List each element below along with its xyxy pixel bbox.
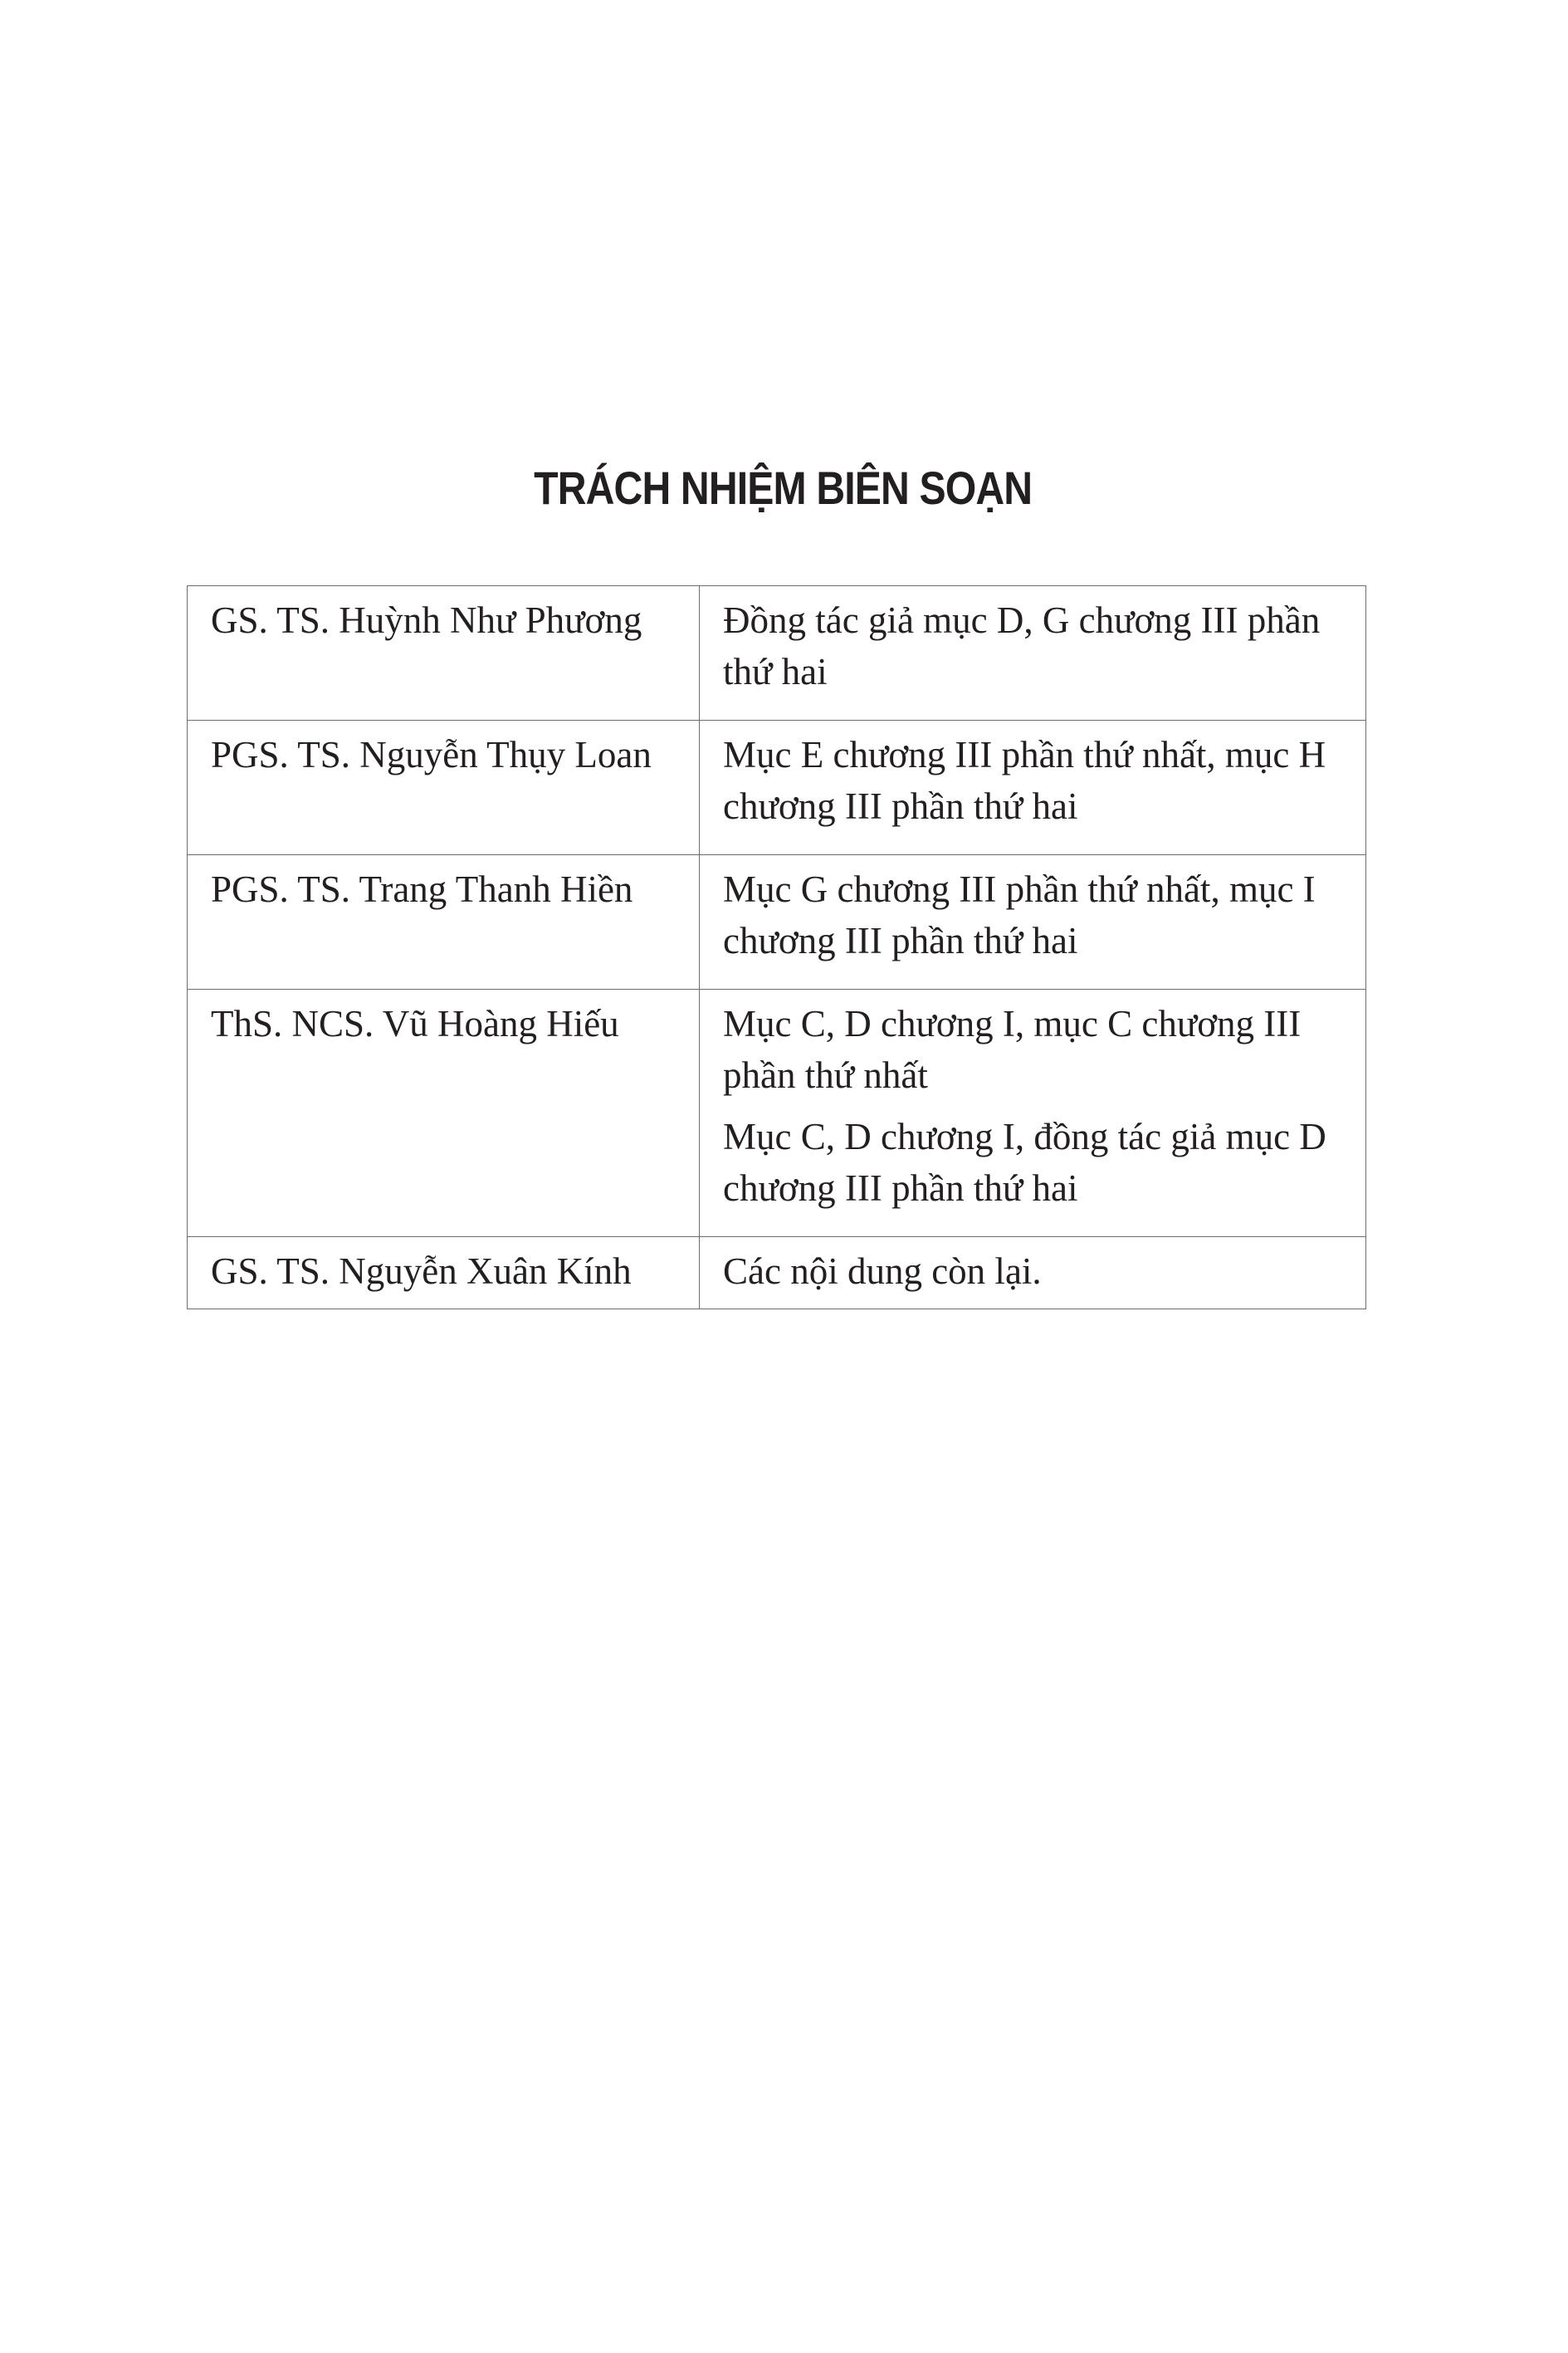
responsibility-text: Mục E chương III phần thứ nhất, mục H chương III phần thứ hai — [723, 734, 1326, 827]
author-name: GS. TS. Nguyễn Xuân Kính — [188, 1237, 700, 1309]
author-responsibility — [700, 586, 1366, 721]
page-title: TRÁCH NHIỆM BIÊN SOẠN — [534, 462, 1033, 514]
table-row — [188, 1237, 1366, 1309]
author-name: GS. TS. Huỳnh Như Phương — [188, 586, 700, 721]
table-row — [188, 990, 1366, 1237]
author-name: PGS. TS. Trang Thanh Hiền — [188, 855, 700, 990]
author-name: PGS. TS. Nguyễn Thụy Loan — [188, 721, 700, 855]
responsibility-text: Mục C, D chương I, mục C chương III phần thứ nhất — [723, 1003, 1302, 1096]
responsibility-text: Các nội dung còn lại. — [723, 1250, 1042, 1292]
author-name: ThS. NCS. Vũ Hoàng Hiếu — [188, 990, 700, 1237]
table-row — [188, 721, 1366, 855]
author-responsibility — [700, 990, 1366, 1237]
responsibility-text: Mục C, D chương I, đồng tác giả mục D chương III phần thứ hai — [723, 1116, 1326, 1209]
author-responsibility — [700, 855, 1366, 990]
table-row — [188, 855, 1366, 990]
author-responsibility — [700, 721, 1366, 855]
responsibility-text: Đồng tác giả mục D, G chương III phần thứ hai — [723, 599, 1321, 692]
table-row — [188, 586, 1366, 721]
author-responsibility — [700, 1237, 1366, 1309]
credits-table — [187, 585, 1366, 1309]
responsibility-text: Mục G chương III phần thứ nhất, mục I chương III phần thứ hai — [723, 868, 1316, 961]
